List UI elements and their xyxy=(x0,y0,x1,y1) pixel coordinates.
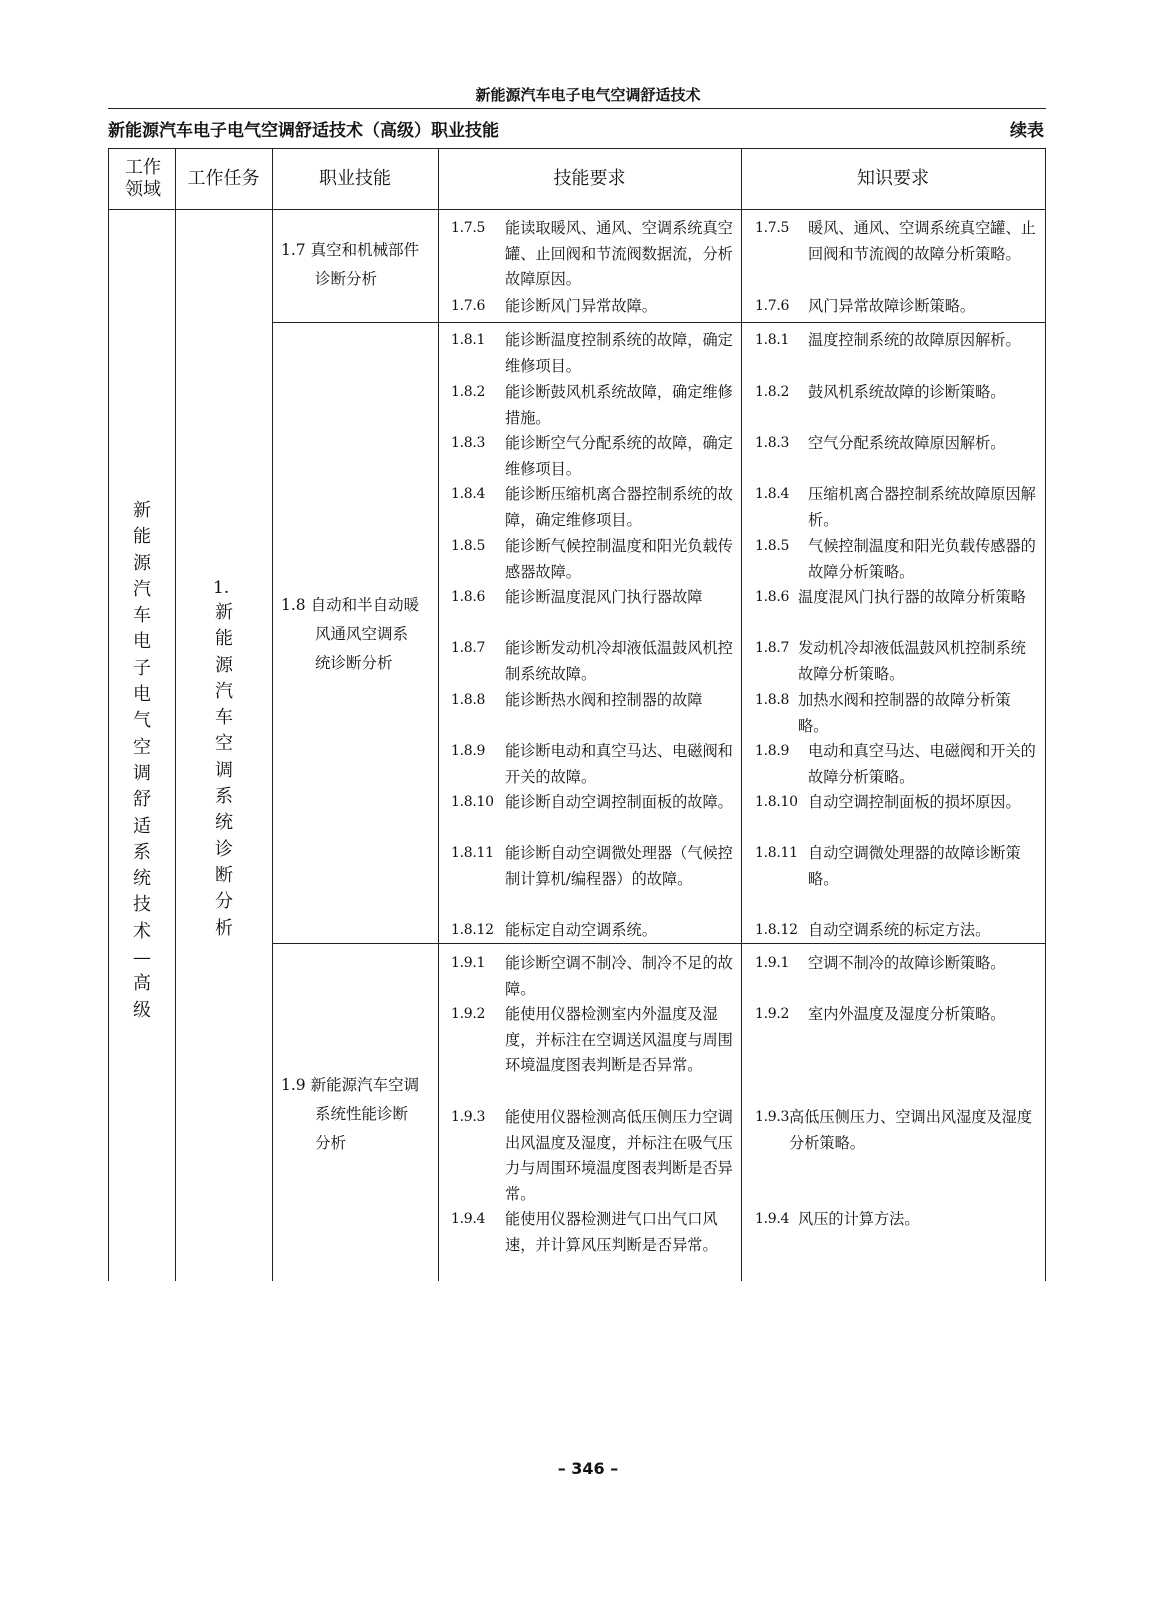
item-text: 能诊断自动空调控制面板的故障。 xyxy=(505,793,733,811)
item-number: 1.8.1 xyxy=(755,332,790,348)
requirement-item xyxy=(451,1002,733,1079)
requirement-item xyxy=(451,688,733,714)
item-text: 加热水阀和控制器的故障分析策略。 xyxy=(798,691,1011,735)
item-number: 1.8.5 xyxy=(755,538,790,554)
column-divider xyxy=(741,148,742,1281)
item-number: 1.8.11 xyxy=(755,845,798,861)
item-text: 能诊断热水阀和控制器的故障 xyxy=(505,691,703,709)
item-text: 能使用仪器检测高低压侧压力空调出风温度及湿度，并标注在吸气压力与周围环境温度图表判断是否异常。 xyxy=(505,1108,733,1203)
skill-label-line: 诊断分析 xyxy=(315,270,378,288)
item-text: 暖风、通风、空调系统真空罐、止回阀和节流阀的故障分析策略。 xyxy=(808,219,1036,263)
item-number: 1.7.5 xyxy=(451,220,486,236)
item-number: 1.8.8 xyxy=(755,692,790,708)
item-text: 风门异常故障诊断策略。 xyxy=(808,297,976,315)
column-header-requirement: 技能要求 xyxy=(553,167,626,189)
skill-label xyxy=(281,1071,419,1158)
knowledge-item xyxy=(755,294,1038,320)
item-text: 能诊断发动机冷却液低温鼓风机控制系统故障。 xyxy=(505,639,733,683)
requirement-item xyxy=(451,431,733,482)
item-text: 压缩机离合器控制系统故障原因解析。 xyxy=(808,485,1036,529)
item-text: 温度控制系统的故障原因解析。 xyxy=(808,331,1021,349)
knowledge-item xyxy=(755,636,1038,687)
item-number: 1.8.12 xyxy=(755,922,798,938)
item-number: 1.7.6 xyxy=(451,298,486,314)
knowledge-item xyxy=(755,688,1038,739)
knowledge-item xyxy=(755,431,1038,457)
item-text: 能诊断电动和真空马达、电磁阀和开关的故障。 xyxy=(505,742,733,786)
skill-label-line: 分析 xyxy=(315,1134,347,1152)
item-text: 气候控制温度和阳光负载传感器的故障分析策略。 xyxy=(808,537,1036,581)
knowledge-item xyxy=(755,918,1038,944)
item-text: 能诊断风门异常故障。 xyxy=(505,297,657,315)
item-text: 温度混风门执行器的故障分析策略 xyxy=(798,588,1026,606)
item-text: 自动空调控制面板的损坏原因。 xyxy=(808,793,1021,811)
table-border-right xyxy=(1045,148,1046,1281)
item-number: 1.8.12 xyxy=(451,922,494,938)
item-number: 1.8.10 xyxy=(755,794,798,810)
table-border-left xyxy=(108,148,109,1281)
item-text: 能使用仪器检测室内外温度及湿度，并标注在空调送风温度与周围环境温度图表判断是否异常。 xyxy=(505,1005,733,1074)
item-number: 1.9.3 xyxy=(451,1109,486,1125)
task-text: 新能源汽车空调系统诊断分析 xyxy=(215,602,233,939)
column-divider xyxy=(272,148,273,1281)
column-divider xyxy=(175,148,176,1281)
item-text: 能诊断温度混风门执行器故障 xyxy=(505,588,703,606)
item-number: 1.8.3 xyxy=(451,435,486,451)
task-number: 1. xyxy=(213,578,230,598)
requirement-item xyxy=(451,328,733,379)
item-text: 能诊断压缩机离合器控制系统的故障，确定维修项目。 xyxy=(505,485,733,529)
item-text: 能诊断气候控制温度和阳光负载传感器故障。 xyxy=(505,537,733,581)
column-header-knowledge: 知识要求 xyxy=(857,167,929,189)
skill-label-line: 风通风空调系 xyxy=(315,625,409,643)
item-number: 1.8.9 xyxy=(451,743,486,759)
requirement-item xyxy=(451,841,733,892)
knowledge-item xyxy=(755,216,1038,267)
knowledge-item xyxy=(755,841,1038,892)
item-number: 1.8.8 xyxy=(451,692,486,708)
item-number: 1.8.4 xyxy=(755,486,790,502)
skill-label-line: 系统性能诊断 xyxy=(315,1105,409,1123)
requirement-item xyxy=(451,534,733,585)
knowledge-item xyxy=(755,790,1038,816)
column-header-skill: 职业技能 xyxy=(319,167,391,189)
item-text: 能标定自动空调系统。 xyxy=(505,921,657,939)
item-number: 1.8.10 xyxy=(451,794,494,810)
running-header: 新能源汽车电子电气空调舒适技术 xyxy=(475,86,701,104)
item-number: 1.7.6 xyxy=(755,298,790,314)
knowledge-item xyxy=(755,1207,1038,1233)
knowledge-item xyxy=(755,534,1038,585)
requirement-item xyxy=(451,294,733,320)
knowledge-item xyxy=(755,1105,1038,1156)
requirement-item xyxy=(451,1105,733,1207)
item-text: 空气分配系统故障原因解析。 xyxy=(808,434,1006,452)
item-number: 1.7.5 xyxy=(755,220,790,236)
item-number: 1.9.4 xyxy=(451,1211,486,1227)
skill-label-line: 1.7 真空和机械部件 xyxy=(281,241,420,259)
item-number: 1.9.4 xyxy=(755,1211,790,1227)
knowledge-item xyxy=(755,739,1038,790)
item-number: 1.8.6 xyxy=(451,589,486,605)
item-number: 1.9.2 xyxy=(755,1006,790,1022)
continued-label: 续表 xyxy=(1010,121,1044,141)
knowledge-item xyxy=(755,482,1038,533)
item-text: 能诊断空调不制冷、制冷不足的故障。 xyxy=(505,954,733,998)
skill-label-line: 1.8 自动和半自动暖 xyxy=(281,596,420,614)
item-text: 能诊断空气分配系统的故障，确定维修项目。 xyxy=(505,434,733,478)
item-number: 1.8.11 xyxy=(451,845,494,861)
item-number: 1.8.6 xyxy=(755,589,790,605)
skills-table xyxy=(108,148,1046,1281)
requirement-item xyxy=(451,739,733,790)
item-text: 能诊断鼓风机系统故障，确定维修措施。 xyxy=(505,383,733,427)
knowledge-item xyxy=(755,1002,1038,1028)
item-number: 1.9.3 xyxy=(755,1109,790,1125)
item-text: 风压的计算方法。 xyxy=(798,1210,920,1228)
requirement-item xyxy=(451,918,733,944)
skill-label xyxy=(281,591,419,678)
requirement-item xyxy=(451,585,733,611)
page-number: – 346 – xyxy=(557,1459,619,1478)
item-number: 1.8.5 xyxy=(451,538,486,554)
item-number: 1.8.3 xyxy=(755,435,790,451)
column-header-domain-text: 工作领域 xyxy=(125,156,161,200)
item-number: 1.9.1 xyxy=(451,955,486,971)
row-divider xyxy=(272,322,1046,323)
knowledge-item xyxy=(755,585,1038,611)
item-number: 1.9.1 xyxy=(755,955,790,971)
item-text: 室内外温度及湿度分析策略。 xyxy=(808,1005,1006,1023)
skill-label-line: 1.9 新能源汽车空调 xyxy=(281,1076,420,1094)
item-text: 能诊断自动空调微处理器（气候控制计算机/编程器）的故障。 xyxy=(505,844,733,888)
item-text: 自动空调系统的标定方法。 xyxy=(808,921,991,939)
work-domain-text: 新能源汽车电子电气空调舒适系统技术—高级 xyxy=(133,500,151,1021)
item-number: 1.8.2 xyxy=(451,384,486,400)
column-header-domain xyxy=(122,148,164,209)
item-text: 高低压侧压力、空调出风湿度及湿度分析策略。 xyxy=(789,1108,1032,1152)
requirement-item xyxy=(451,216,733,293)
item-number: 1.8.4 xyxy=(451,486,486,502)
item-text: 空调不制冷的故障诊断策略。 xyxy=(808,954,1006,972)
knowledge-item xyxy=(755,328,1038,354)
requirement-item xyxy=(451,790,733,816)
requirement-item xyxy=(451,1207,733,1258)
knowledge-item xyxy=(755,380,1038,406)
item-text: 电动和真空马达、电磁阀和开关的故障分析策略。 xyxy=(808,742,1036,786)
item-number: 1.8.1 xyxy=(451,332,486,348)
item-number: 1.8.9 xyxy=(755,743,790,759)
skill-label xyxy=(281,236,419,294)
item-text: 发动机冷却液低温鼓风机控制系统故障分析策略。 xyxy=(798,639,1026,683)
item-text: 能读取暖风、通风、空调系统真空罐、止回阀和节流阀数据流，分析故障原因。 xyxy=(505,219,733,288)
requirement-item xyxy=(451,951,733,1002)
item-text: 能使用仪器检测进气口出气口风速，并计算风压判断是否异常。 xyxy=(505,1210,718,1254)
knowledge-item xyxy=(755,951,1038,977)
item-number: 1.9.2 xyxy=(451,1006,486,1022)
item-number: 1.8.7 xyxy=(755,640,790,656)
column-header-task: 工作任务 xyxy=(187,167,260,189)
requirement-item xyxy=(451,482,733,533)
item-text: 自动空调微处理器的故障诊断策略。 xyxy=(808,844,1021,888)
skill-label-line: 统诊断分析 xyxy=(315,654,393,672)
item-text: 能诊断温度控制系统的故障，确定维修项目。 xyxy=(505,331,733,375)
table-title: 新能源汽车电子电气空调舒适技术（高级）职业技能 xyxy=(108,121,499,141)
requirement-item xyxy=(451,380,733,431)
item-text: 鼓风机系统故障的诊断策略。 xyxy=(808,383,1006,401)
header-divider xyxy=(108,209,1046,210)
header-rule xyxy=(108,108,1046,109)
item-number: 1.8.2 xyxy=(755,384,790,400)
column-divider xyxy=(438,148,439,1281)
requirement-item xyxy=(451,636,733,687)
item-number: 1.8.7 xyxy=(451,640,486,656)
